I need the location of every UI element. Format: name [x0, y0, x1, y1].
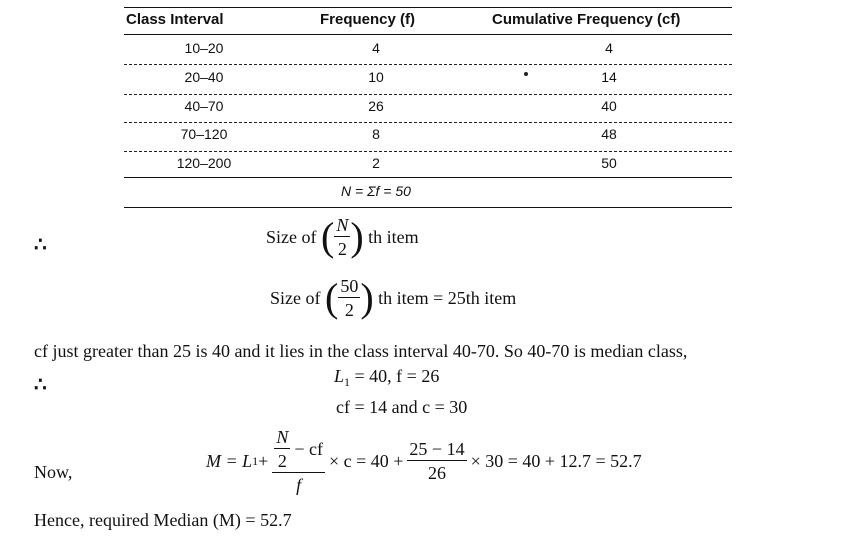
header-cumulative-frequency: Cumulative Frequency (cf)	[492, 11, 681, 28]
l1-values: = 40, f = 26	[350, 366, 440, 386]
formula-subscript: 1	[252, 453, 259, 468]
l1-line	[334, 366, 439, 390]
fraction-numerator: 50	[340, 276, 359, 296]
fraction-n-over-2	[334, 216, 350, 258]
table-row-1-cf: 4	[605, 40, 613, 56]
l1-letter: L	[334, 366, 345, 386]
table-header-rule	[124, 34, 732, 35]
main-denominator-f: f	[296, 475, 302, 495]
formula-m: M = L	[206, 450, 253, 471]
row-divider	[124, 151, 732, 152]
table-row-4-interval: 70–120	[180, 126, 228, 142]
table-row-5-interval: 120–200	[176, 155, 232, 171]
size-of-n2-line: Size of ( $\frac{N}{2}$ ) th item	[266, 214, 419, 259]
table-row-4-f: 8	[372, 126, 380, 142]
fraction-denominator: 2	[344, 300, 354, 320]
conclusion: Hence, required Median (M) = 52.7	[34, 510, 292, 530]
fraction-denominator: 2	[337, 239, 347, 259]
l1-subscript: 1	[344, 375, 351, 389]
table-bottom-rule	[124, 207, 732, 208]
table-row-3-f: 26	[368, 98, 384, 114]
now-label: Now,	[34, 462, 73, 482]
row-divider	[124, 122, 732, 123]
inner-n-over-2	[274, 428, 290, 470]
table-row-3-interval: 40–70	[184, 98, 224, 114]
size-of-50-2-line: Size of ( $\frac{50}{2}$ ) th item = 25th item	[270, 275, 517, 320]
table-row-5-f: 2	[372, 155, 380, 171]
table-row-5-cf: 50	[601, 155, 617, 171]
cf-c-line: cf = 14 and c = 30	[336, 397, 468, 417]
table-top-rule	[124, 7, 732, 8]
formula-tail: × 30 = 40 + 12.7 = 52.7	[470, 450, 642, 471]
formula-numeric-fraction	[407, 440, 466, 482]
table-row-1-f: 4	[372, 40, 380, 56]
cf-statement: cf just greater than 25 is 40 and it lies in the class interval 40-70. So 40-70 is median class,	[34, 341, 688, 361]
minus-cf: − cf	[294, 439, 323, 459]
inner-n: N	[276, 427, 289, 447]
size-of-label: Size of	[266, 226, 317, 247]
th-item-label: th item	[368, 226, 419, 247]
table-row-2-f: 10	[368, 69, 384, 85]
formula-main-fraction	[272, 428, 325, 494]
fraction-50-over-2	[338, 277, 360, 319]
th-item-equals-label: th item = 25th item	[378, 287, 517, 308]
table-total: N = Σf = 50	[341, 183, 411, 199]
row-divider	[124, 64, 732, 65]
numeric-numerator: 25 − 14	[409, 439, 465, 459]
row-divider	[124, 94, 732, 95]
therefore-symbol-1: ∴	[34, 234, 47, 256]
fraction-numerator: N	[336, 215, 349, 235]
formula-plus: +	[258, 450, 269, 471]
median-formula	[206, 418, 642, 504]
table-row-2-interval: 20–40	[184, 69, 224, 85]
table-row-4-cf: 48	[601, 126, 617, 142]
table-row-1-interval: 10–20	[184, 40, 224, 56]
numeric-denominator: 26	[428, 463, 446, 483]
inner-2: 2	[277, 451, 287, 471]
formula-times-c: × c = 40 +	[328, 450, 404, 471]
stray-dot	[524, 72, 528, 76]
header-frequency: Frequency (f)	[320, 11, 416, 28]
therefore-symbol-2: ∴	[34, 374, 47, 396]
table-row-3-cf: 40	[601, 98, 617, 114]
table-total-rule	[124, 177, 732, 178]
header-class-interval: Class Interval	[126, 11, 224, 28]
table-row-2-cf: 14	[601, 69, 617, 85]
size-of-label: Size of	[270, 287, 321, 308]
